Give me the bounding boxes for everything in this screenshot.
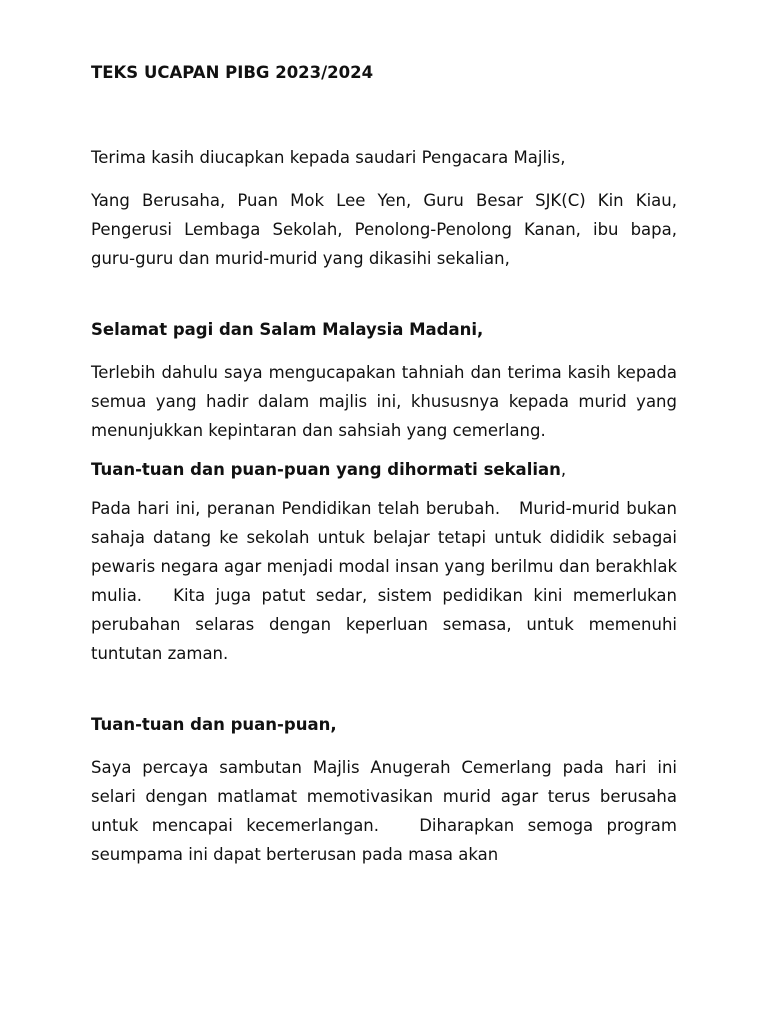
paragraph-thanks-emcee: Terima kasih diucapkan kepada saudari Pengacara Majlis,	[91, 148, 566, 167]
document-title: TEKS UCAPAN PIBG 2023/2024	[91, 63, 374, 82]
heading-ladies-gentlemen: Tuan-tuan dan puan-puan,	[91, 715, 337, 734]
paragraph-education-role: Pada hari ini, peranan Pendidikan telah berubah. Murid-murid bukan sahaja datang ke sekolah untuk belajar tetapi untuk dididik sebagai pewaris negara agar menjadi modal insan yang berilmu dan berakhlak mulia. Kita juga patut sedar, sistem pedidikan kini memerlukan perubahan selaras dengan keperluan semasa, untuk memenuhi tuntutan zaman.	[91, 499, 683, 663]
paragraph-greetings-guests: Yang Berusaha, Puan Mok Lee Yen, Guru Besar SJK(C) Kin Kiau, Pengerusi Lembaga Sekolah, Penolong-Penolong Kanan, ibu bapa, guru-guru dan murid-murid yang dikasihi sekalian,	[91, 191, 677, 268]
heading-salutation: Selamat pagi dan Salam Malaysia Madani,	[91, 320, 484, 339]
document-page	[91, 58, 683, 869]
heading-respected-audience-text: Tuan-tuan dan puan-puan yang dihormati sekalian	[91, 460, 561, 479]
heading-respected-audience-comma: ,	[560, 460, 567, 479]
heading-respected-audience	[91, 455, 677, 484]
paragraph-congratulations: Terlebih dahulu saya mengucapakan tahniah dan terima kasih kepada semua yang hadir dalam majlis ini, khususnya kepada murid yang menunjukkan kepintaran dan sahsiah yang cemerlang.	[91, 363, 677, 440]
paragraph-excellence-award: Saya percaya sambutan Majlis Anugerah Cemerlang pada hari ini selari dengan matlamat memotivasikan murid agar terus berusaha untuk mencapai kecemerlangan. Diharapkan semoga program seumpama ini dapat berterusan pada masa akan	[91, 758, 683, 864]
